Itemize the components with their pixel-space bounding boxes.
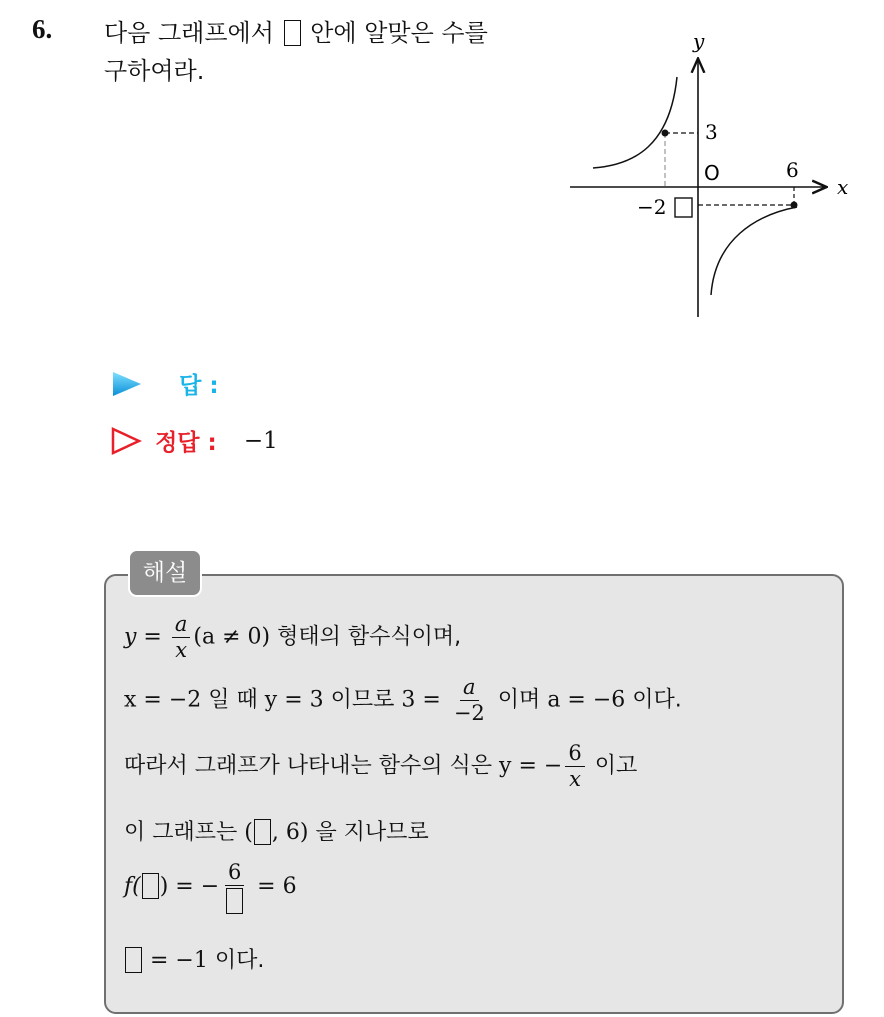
eq-neg1: = −1 [150,948,208,973]
y-eq-neg: y = − [499,753,563,779]
line3-end: 이고 [594,753,638,779]
question-text-part1: 다음 그래프에서 [104,19,274,47]
line2-so: 이므로 [330,687,395,713]
question-text [104,14,488,90]
question-text-line2: 구하여라. [104,57,205,85]
tick-y-3: 3 [705,120,718,144]
line2-when: 일 때 [208,687,258,713]
fraction-numerator: 6 [225,860,244,886]
correct-answer-label: 정답 : [155,430,217,456]
explanation-tag: 해설 [128,549,202,597]
f-open: f( [124,874,141,899]
fraction-denominator: −2 [453,701,485,725]
explanation-line-1 [124,612,461,663]
question-number: 6. [32,14,53,44]
eq-neg: ) = − [159,874,220,899]
point-neg2-3 [662,130,669,137]
point-box-6 [791,202,798,209]
three-eq: 3 = [401,687,441,713]
explanation-line-4 [124,815,429,846]
line3-text: 따라서 그래프가 나타내는 함수의 식은 [124,753,493,779]
explanation-line-3 [124,741,637,792]
line4-end: 을 지나므로 [315,820,429,845]
outline-triangle-icon [110,426,142,456]
tick-x-neg2: −2 [637,195,667,219]
fraction-denominator: x [175,638,188,662]
fraction-numerator: a [172,612,191,638]
fraction-numerator: a [460,675,479,701]
answer-label: 답 : [179,373,219,399]
eq-y: y = [124,624,162,650]
blank-box [254,819,271,845]
x-axis-label: x [837,175,849,199]
tick-x-6: 6 [786,158,799,182]
tick-y-box [675,198,692,217]
eq-6: = 6 [257,874,297,899]
line1-text: 형태의 함수식이며, [277,624,462,650]
a-eq-neg6: a = −6 [547,687,626,713]
hyperbola-graph [565,25,855,325]
filled-triangle-icon [110,369,144,399]
blank-box [284,20,301,46]
hyperbola-branch-right [711,207,797,295]
line6-end: 이다. [214,948,265,973]
correct-answer-value: −1 [243,427,278,454]
line2-end: 이다. [632,687,682,713]
blank-box [142,873,159,899]
answer-row [110,367,246,400]
y-axis-label: y [693,29,705,53]
fraction-a-over-neg2 [451,675,488,726]
coord-6: , 6) [271,820,309,845]
y-eq-3: y = 3 [264,687,324,713]
condition: (a ≠ 0) [193,624,271,650]
blank-box [226,888,243,914]
explanation-line-6 [124,943,264,974]
question-text-part2: 안에 알맞은 수를 [310,19,488,47]
x-eq-neg2: x = −2 [124,687,202,713]
fraction-6-over-box [222,860,247,914]
origin-label: O [704,161,720,185]
fraction-denominator: x [569,767,581,791]
fraction-denominator [222,886,247,914]
fraction-6-over-x [565,741,584,792]
explanation-line-2 [124,675,682,726]
hyperbola-branch-left [593,77,677,168]
line4-text: 이 그래프는 [124,820,238,845]
fraction-numerator: 6 [565,741,584,767]
correct-answer-row [110,424,278,457]
explanation-line-5 [124,860,297,914]
paren-open: ( [244,820,253,845]
fraction-a-over-x [172,612,191,663]
line2-and: 이며 [497,687,541,713]
blank-box [125,947,142,973]
